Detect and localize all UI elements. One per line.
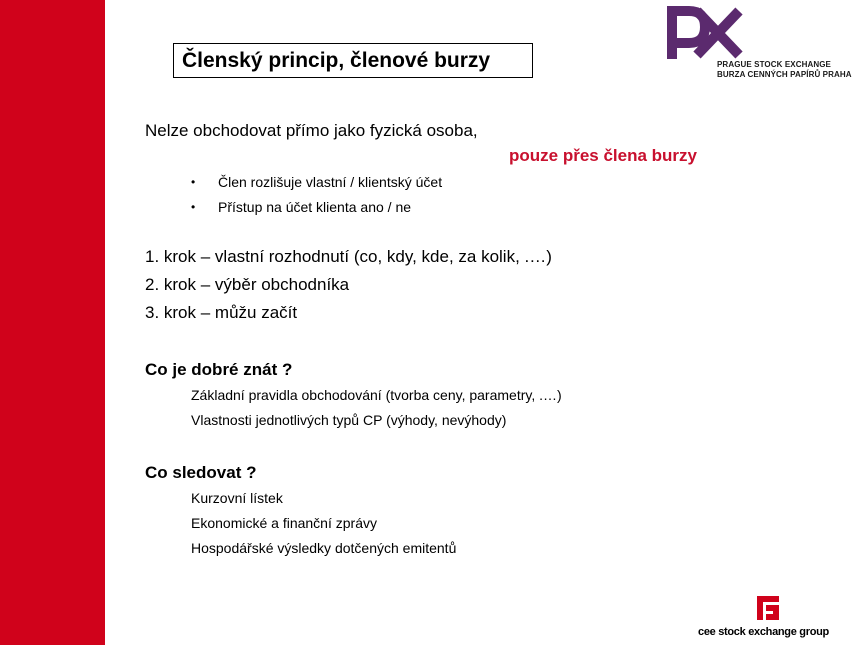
bullet-item-2: Přístup na účet klienta ano / ne (218, 199, 412, 215)
px-logo-line2: BURZA CENNÝCH PAPÍRŮ PRAHA (717, 70, 852, 79)
bullet-icon: • (191, 175, 196, 189)
px-logo-line1: PRAGUE STOCK EXCHANGE (717, 60, 831, 69)
slide-title: Členský princip, členové burzy (173, 43, 533, 78)
px-logo (667, 5, 857, 85)
cee-logo-mark-icon (754, 593, 794, 623)
section2-item-2: Ekonomické a finanční zprávy (191, 515, 377, 531)
step-3: 3. krok – můžu začít (145, 303, 298, 322)
cee-logo-text: cee stock exchange group (698, 626, 829, 638)
section2-item-3: Hospodářské výsledky dotčených emitentů (191, 540, 457, 556)
px-logo-text (717, 60, 852, 80)
intro-line-2: pouze přes člena burzy (509, 146, 697, 165)
section2-heading: Co sledovat ? (145, 463, 257, 482)
section1-item-2: Vlastnosti jednotlivých typů CP (výhody, nevýhody) (191, 412, 507, 428)
intro-line-1: Nelze obchodovat přímo jako fyzická osoba, (145, 121, 478, 140)
bullet-icon: • (191, 200, 196, 214)
bullet-item-1: Člen rozlišuje vlastní / klientský účet (218, 174, 443, 190)
cee-logo (690, 593, 850, 643)
step-2: 2. krok – výběr obchodníka (145, 275, 350, 294)
px-logo-mark-icon (667, 5, 747, 61)
section2-item-1: Kurzovní lístek (191, 490, 283, 506)
section1-item-1: Základní pravidla obchodování (tvorba ceny, parametry, .…) (191, 387, 562, 403)
section1-heading: Co je dobré znát ? (145, 360, 293, 379)
step-1: 1. krok – vlastní rozhodnutí (co, kdy, kde, za kolik, .…) (145, 247, 552, 266)
left-red-sidebar (0, 0, 105, 645)
